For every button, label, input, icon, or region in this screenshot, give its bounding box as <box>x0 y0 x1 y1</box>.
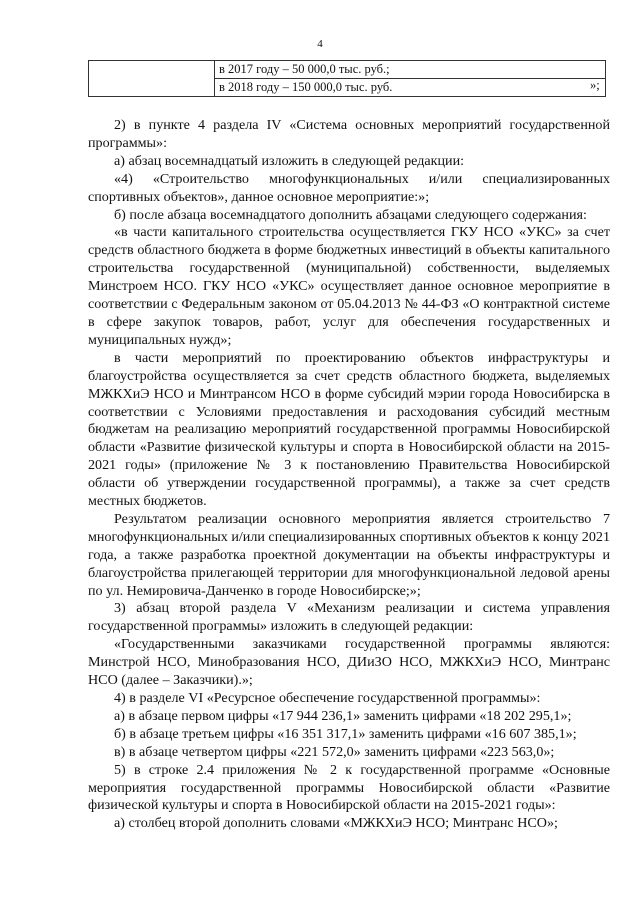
paragraph: «Государственными заказчиками государственной программы являются: Минстрой НСО, Минобразования НСО, ДИиЗО НСО, МЖКХиЭ НСО, Минтранс НСО (далее – Заказчики).»; <box>88 636 610 689</box>
document-body <box>88 117 610 833</box>
table-closing-quote: »; <box>590 78 600 92</box>
paragraph: 5) в строке 2.4 приложения № 2 к государственной программе «Основные мероприятия государственной программы Новосибирской области «Развитие физической культуры и спорта в Новосибирской области на 2015-2021 годы»: <box>88 761 610 814</box>
paragraph: а) в абзаце первом цифры «17 944 236,1» заменить цифрами «18 202 295,1»; <box>114 707 572 724</box>
paragraph: 3) абзац второй раздела V «Механизм реализации и система управления государственной программы» изложить в следующей редакции: <box>88 600 610 635</box>
table-cell-empty <box>89 61 215 97</box>
paragraph: б) в абзаце третьем цифры «16 351 317,1» заменить цифрами «16 607 385,1»; <box>114 725 577 742</box>
funding-table-fragment <box>88 60 606 97</box>
table-cell-2018: в 2018 году – 150 000,0 тыс. руб. <box>215 79 606 97</box>
paragraph: «в части капитального строительства осуществляется ГКУ НСО «УКС» за счет средств областного бюджета в форме бюджетных инвестиций в объекты капитального строительства государственной (муниципальной) собственности, выделяемых Минстроем НСО. ГКУ НСО «УКС» осуществляет данное основное мероприятие в соответствии с Федеральным законом от 05.04.2013 № 44-ФЗ «О контрактной системе в сфере закупок товаров, работ, услуг для обеспечения государственных и муниципальных нужд»; <box>88 224 610 348</box>
paragraph: а) столбец второй дополнить словами «МЖКХиЭ НСО; Минтранс НСО»; <box>114 815 558 832</box>
paragraph: а) абзац восемнадцатый изложить в следующей редакции: <box>114 152 465 169</box>
paragraph: в части мероприятий по проектированию объектов инфраструктуры и благоустройства осуществляется за счет средств областного бюджета, выделяемых МЖКХиЭ НСО и Минтрансом НСО в форме субсидий мэрии города Новосибирска в соответствии с Условиями предоставления и расходования субсидий местным бюджетам на реализацию мероприятий государственной программы Новосибирской области «Развитие физической культуры и спорта в Новосибирской области на 2015-2021 годы» (приложение № 3 к постановлению Правительства Новосибирской области об утверждении государственной программы), а также за счет средств местных бюджетов. <box>88 349 610 510</box>
paragraph: 2) в пункте 4 раздела IV «Система основных мероприятий государственной программы»: <box>88 117 610 151</box>
page-number: 4 <box>317 38 323 50</box>
table-cell-2017: в 2017 году – 50 000,0 тыс. руб.; <box>215 61 606 79</box>
paragraph: б) после абзаца восемнадцатого дополнить абзацами следующего содержания: <box>114 206 587 223</box>
paragraph: Результатом реализации основного мероприятия является строительство 7 многофункциональных и/или специализированных спортивных объектов к концу 2021 года, а также разработка проектной документации на объекты инфраструктуры и благоустройства прилегающей территории для многофункциональной ледовой арены по ул. Немировича-Данченко в городе Новосибирске;»; <box>88 510 610 599</box>
table-row <box>89 61 606 79</box>
paragraph: 4) в разделе VI «Ресурсное обеспечение государственной программы»: <box>114 690 541 706</box>
paragraph: «4) «Строительство многофункциональных и/или специализированных спортивных объектов», данное основное мероприятие:»; <box>88 170 610 205</box>
paragraph: в) в абзаце четвертом цифры «221 572,0» заменить цифрами «223 563,0»; <box>114 743 555 760</box>
